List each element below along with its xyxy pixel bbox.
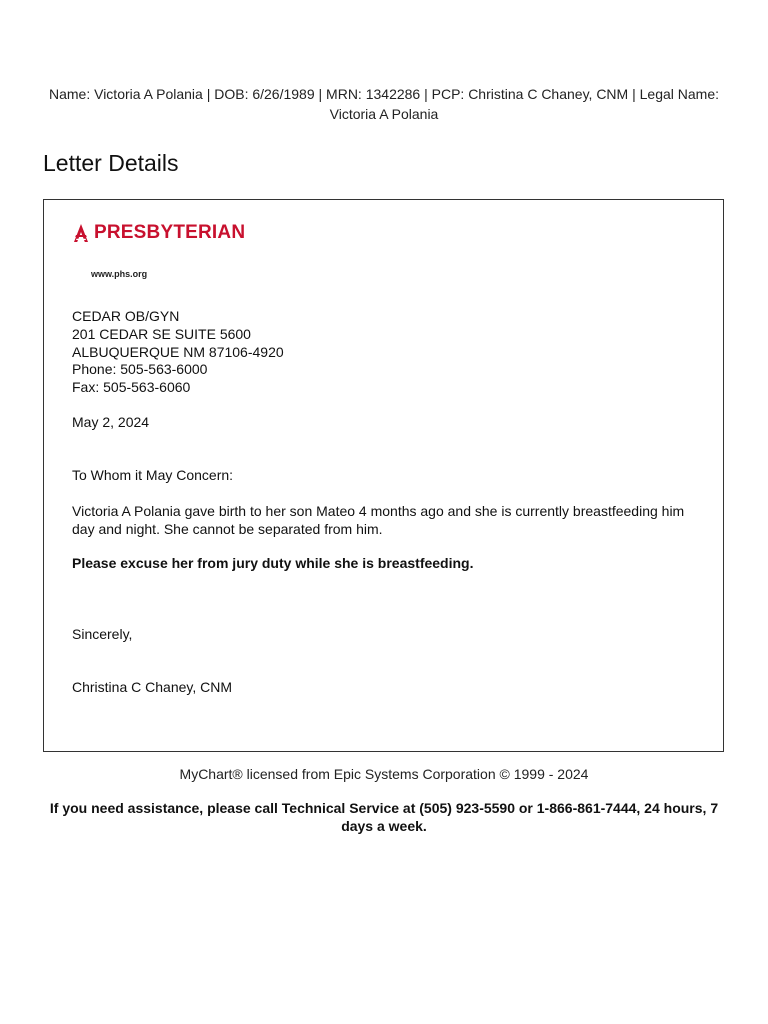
letter-closing: Sincerely, — [72, 626, 133, 642]
footer-help-text: If you need assistance, please call Technical Service at (505) 923-5590 or 1-866-861-7444, 24 hours, 7 days a week. — [49, 800, 719, 834]
presbyterian-logo — [72, 222, 245, 244]
letter-signature: Christina C Chaney, CNM — [72, 679, 233, 695]
clinic-fax: Fax: 505-563-6060 — [72, 379, 191, 396]
clinic-phone: Phone: 505-563-6000 — [72, 361, 208, 378]
letter-date: May 2, 2024 — [72, 414, 150, 430]
clinic-address-line-1: 201 CEDAR SE SUITE 5600 — [72, 325, 251, 342]
page-title: Letter Details — [43, 150, 179, 176]
letter-request: Please excuse her from jury duty while she is breastfeeding. — [72, 555, 474, 571]
letter-body: Victoria A Polania gave birth to her son Mateo 4 months ago and she is currently breastfeeding him day and night. She cannot be separated from him. — [72, 503, 685, 537]
letter-salutation: To Whom it May Concern: — [72, 467, 234, 483]
presbyterian-logo-icon — [72, 223, 90, 243]
clinic-name: CEDAR OB/GYN — [72, 308, 180, 324]
patient-header: Name: Victoria A Polania | DOB: 6/26/1989 | MRN: 1342286 | PCP: Christina C Chaney, CNM | Legal Name: Victoria A Polania — [48, 86, 719, 122]
logo-text: PRESBYTERIAN — [94, 222, 246, 243]
clinic-address-line-2: ALBUQUERQUE NM 87106-4920 — [72, 343, 284, 360]
website-text: www.phs.org — [91, 269, 148, 279]
footer-license: MyChart® licensed from Epic Systems Corporation © 1999 - 2024 — [179, 766, 589, 782]
clinic-address-block — [72, 308, 284, 397]
letter-container — [43, 199, 724, 752]
